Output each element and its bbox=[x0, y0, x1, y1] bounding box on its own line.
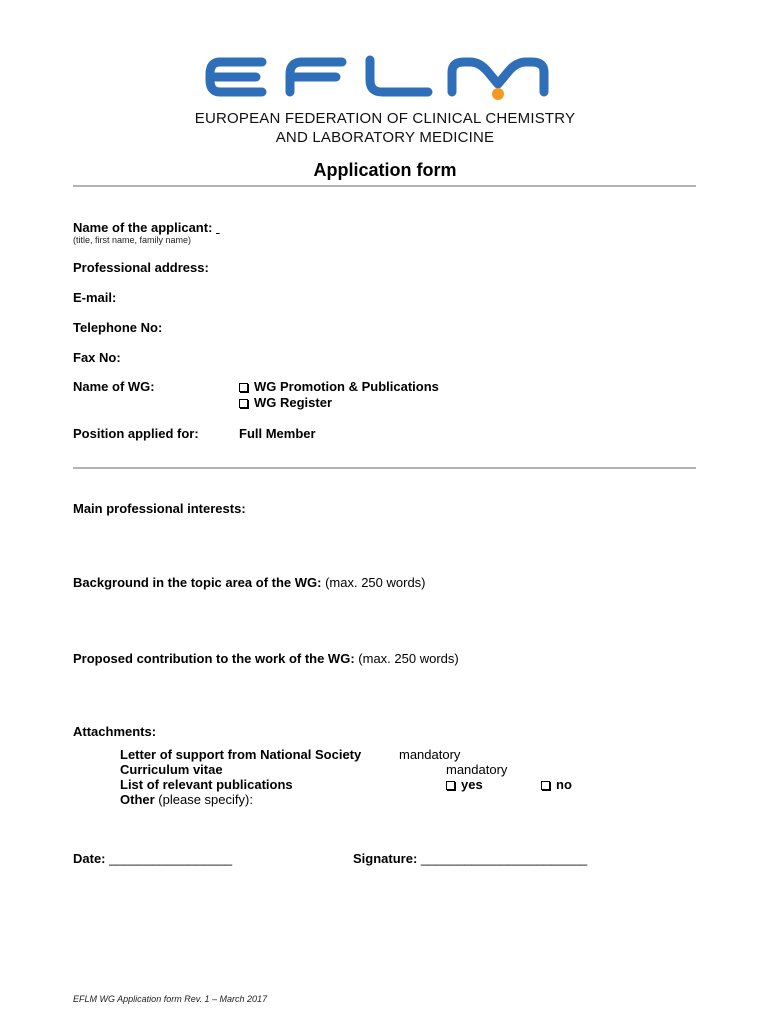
wg-label: Name of WG: bbox=[73, 379, 155, 394]
pubs-yes-option[interactable] bbox=[446, 777, 483, 792]
pubs-yes-label: yes bbox=[461, 777, 483, 792]
applicant-hint: (title, first name, family name) bbox=[73, 235, 192, 245]
date-label: Date: bbox=[73, 851, 106, 866]
background-note: (max. 250 words) bbox=[325, 575, 426, 590]
background-heading bbox=[73, 575, 426, 590]
divider-top bbox=[73, 185, 696, 187]
position-label: Position applied for: bbox=[73, 426, 199, 441]
wg-option-promotion[interactable] bbox=[239, 379, 439, 394]
signature-label: Signature: bbox=[353, 851, 418, 866]
org-name-line-2: AND LABORATORY MEDICINE bbox=[275, 129, 495, 146]
checkbox-icon[interactable] bbox=[239, 383, 248, 392]
eflm-logo bbox=[190, 48, 580, 109]
checkbox-icon[interactable] bbox=[239, 399, 248, 408]
checkbox-icon[interactable] bbox=[541, 781, 550, 790]
contribution-heading bbox=[73, 651, 459, 666]
address-label: Professional address: bbox=[73, 260, 209, 275]
wg-option-register-label: WG Register bbox=[254, 395, 333, 410]
attachments-heading: Attachments: bbox=[73, 724, 157, 739]
other-attachment bbox=[120, 792, 253, 807]
background-label: Background in the topic area of the WG: bbox=[73, 575, 322, 590]
fax-label: Fax No: bbox=[73, 350, 121, 365]
position-value: Full Member bbox=[239, 426, 316, 441]
date-field[interactable] bbox=[73, 851, 232, 866]
pubs-no-label: no bbox=[556, 777, 572, 792]
email-label: E-mail: bbox=[73, 290, 117, 305]
telephone-label: Telephone No: bbox=[73, 320, 163, 335]
letter-status: mandatory bbox=[399, 747, 461, 762]
date-blank: _________________ bbox=[109, 851, 233, 866]
applicant-label bbox=[73, 220, 220, 235]
wg-option-promotion-label: WG Promotion & Publications bbox=[254, 379, 439, 394]
contribution-label: Proposed contribution to the work of the WG: bbox=[73, 651, 355, 666]
form-title: Application form bbox=[313, 160, 457, 180]
divider-middle bbox=[73, 467, 696, 469]
checkbox-icon[interactable] bbox=[446, 781, 455, 790]
interests-label: Main professional interests: bbox=[73, 501, 246, 516]
pubs-label: List of relevant publications bbox=[120, 777, 293, 792]
applicant-label-text: Name of the applicant: bbox=[73, 220, 217, 235]
other-label: Other bbox=[120, 792, 155, 807]
letter-label: Letter of support from National Society bbox=[120, 747, 362, 762]
pubs-no-option[interactable] bbox=[541, 777, 572, 792]
other-note: (please specify): bbox=[158, 792, 253, 807]
wg-option-register[interactable] bbox=[239, 395, 332, 410]
contribution-note: (max. 250 words) bbox=[358, 651, 459, 666]
page-footer: EFLM WG Application form Rev. 1 – March 2017 bbox=[73, 994, 268, 1004]
cv-status: mandatory bbox=[446, 762, 508, 777]
signature-field[interactable] bbox=[353, 851, 587, 866]
signature-blank: _______________________ bbox=[420, 851, 588, 866]
org-name-line-1: EUROPEAN FEDERATION OF CLINICAL CHEMISTRY bbox=[194, 110, 576, 127]
cv-label: Curriculum vitae bbox=[120, 762, 223, 777]
